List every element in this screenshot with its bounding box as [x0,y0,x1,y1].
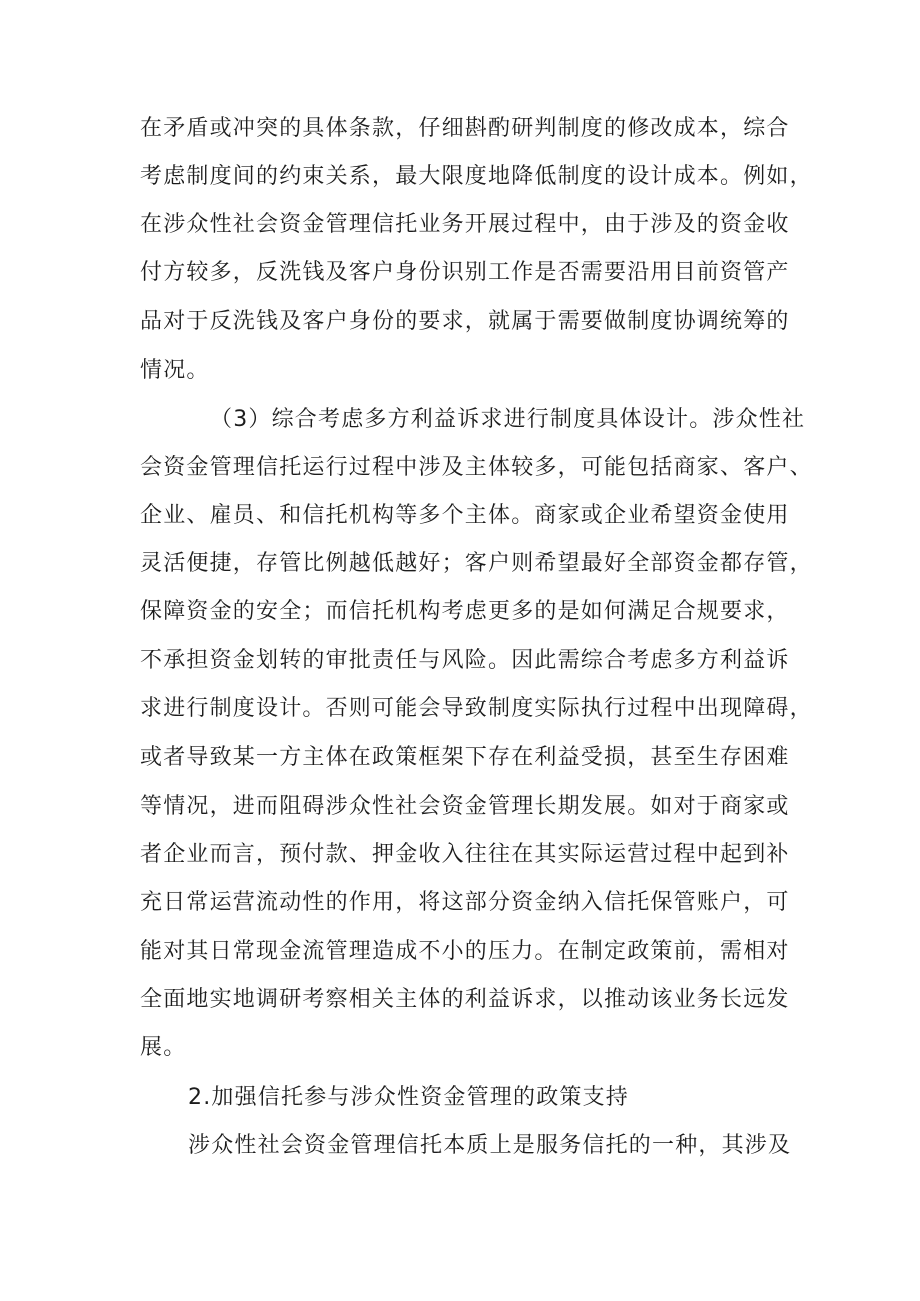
text-line [0,398,920,442]
text-line [0,833,920,877]
text-line [0,639,920,683]
line-text: 付方较多，反洗钱及客户身份识别工作是否需要沿用目前资管产 [140,260,790,285]
line-text: 企业、雇员、和信托机构等多个主体。商家或企业希望资金使用 [140,503,790,528]
section-heading [0,1076,920,1120]
line-text: 不承担资金划转的审批责任与风险。因此需综合考虑多方利益诉 [140,648,790,673]
line-text: 品对于反洗钱及客户身份的要求，就属于需要做制度协调统筹的 [140,309,790,334]
line-text: 在涉众性社会资金管理信托业务开展过程中，由于涉及的资金收 [140,212,790,237]
text-line [0,881,920,925]
line-text: 展。 [140,1035,187,1060]
line-text: （3）综合考虑多方利益诉求进行制度具体设计。涉众性社 [210,407,806,432]
text-line [0,687,920,731]
line-text: 保障资金的安全；而信托机构考虑更多的是如何满足合规要求， [140,599,790,624]
text-line [0,542,920,586]
line-text: 全面地实地调研考察相关主体的利益诉求，以推动该业务长远发 [140,987,790,1012]
text-line [0,1026,920,1070]
line-text: 情况。 [140,358,210,383]
text-line [0,107,920,151]
line-text: 能对其日常现金流管理造成不小的压力。在制定政策前，需相对 [140,939,790,964]
line-text: 者企业而言，预付款、押金收入往往在其实际运营过程中起到补 [140,842,790,867]
line-text: 灵活便捷，存管比例越低越好；客户则希望最好全部资金都存管， [140,551,813,576]
text-line [0,785,920,829]
text-line [0,203,920,247]
text-line [0,930,920,974]
text-line [0,300,920,344]
line-text: 涉众性社会资金管理信托本质上是服务信托的一种，其涉及 [188,1133,792,1158]
line-text: 等情况，进而阻碍涉众性社会资金管理长期发展。如对于商家或 [140,794,790,819]
line-text: 在矛盾或冲突的具体条款，仔细斟酌研判制度的修改成本，综合 [140,116,790,141]
text-line [0,446,920,490]
line-text: 2.加强信托参与涉众性资金管理的政策支持 [188,1085,629,1110]
line-text: 充日常运营流动性的作用，将这部分资金纳入信托保管账户，可 [140,890,790,915]
text-line [0,590,920,634]
line-text: 会资金管理信托运行过程中涉及主体较多，可能包括商家、客户、 [140,455,813,480]
text-line [0,736,920,780]
text-line [0,349,920,393]
text-line [0,251,920,295]
text-line [0,155,920,199]
text-line [0,494,920,538]
text-line [0,1124,920,1168]
line-text: 或者导致某一方主体在政策框架下存在利益受损，甚至生存困难 [140,745,790,770]
text-line [0,978,920,1022]
line-text: 考虑制度间的约束关系，最大限度地降低制度的设计成本。例如， [140,164,813,189]
line-text: 求进行制度设计。否则可能会导致制度实际执行过程中出现障碍， [140,696,813,721]
